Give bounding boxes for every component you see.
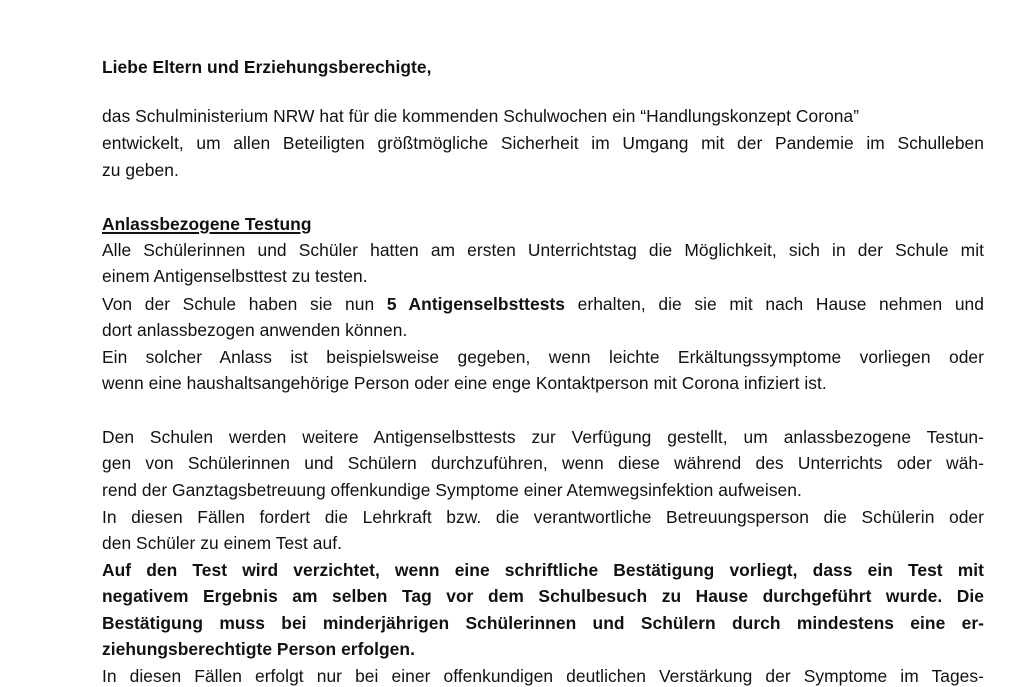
para2-line-5: den Schüler zu einem Test auf. <box>102 533 342 553</box>
para2-line-4: In diesen Fällen fordert die Lehrkraft bzw. die verantwortliche Betreuungsperson die Schülerin oder <box>102 507 984 527</box>
para3-line-3: Bestätigung muss bei minderjährigen Schülerinnen und Schülern durch mindestens eine er- <box>102 613 984 633</box>
para3-line-4: ziehungsberechtigte Person erfolgen. <box>102 639 415 659</box>
para2-line-3: rend der Ganztagsbetreuung offenkundige Symptome einer Atemwegsinfektion aufweisen. <box>102 480 802 500</box>
intro-line-3: zu geben. <box>102 160 179 180</box>
para3-line-2: negativem Ergebnis am selben Tag vor dem Schulbesuch zu Hause durchgeführt wurde. Die <box>102 586 984 606</box>
para2-line-1: Den Schulen werden weitere Antigenselbsttests zur Verfügung gestellt, um anlassbezogene Testun- <box>102 427 984 447</box>
para2-line-2: gen von Schülerinnen und Schülern durchzuführen, wenn diese während des Unterrichts oder wäh- <box>102 453 984 473</box>
section-heading: Anlassbezogene Testung <box>102 214 312 234</box>
intro-line-2: entwickelt, um allen Beteiligten größtmögliche Sicherheit im Umgang mit der Pandemie im Schulleben <box>102 133 984 153</box>
para1-line-6: wenn eine haushaltsangehörige Person oder eine enge Kontaktperson mit Corona infiziert ist. <box>102 373 827 393</box>
para1-line-2: einem Antigenselbsttest zu testen. <box>102 266 368 286</box>
para1-line-3-prefix: Von der Schule haben sie nun <box>102 294 387 314</box>
para1-line-3-suffix: erhalten, die sie mit nach Hause nehmen und <box>565 294 984 314</box>
para1-line-1: Alle Schülerinnen und Schüler hatten am ersten Unterrichtstag die Möglichkeit, sich in der Schule mit <box>102 240 984 260</box>
para3-line-1: Auf den Test wird verzichtet, wenn eine schriftliche Bestätigung vorliegt, dass ein Test mit <box>102 560 984 580</box>
antigen-test-count: 5 Antigenselbsttests <box>386 294 566 314</box>
salutation: Liebe Eltern und Erziehungsberechigte, <box>102 57 432 77</box>
para1-line-3 <box>102 293 984 315</box>
intro-line-1: das Schulministerium NRW hat für die kommenden Schulwochen ein “Handlungskonzept Corona” <box>102 106 860 126</box>
para1-line-5: Ein solcher Anlass ist beispielsweise gegeben, wenn leichte Erkältungssymptome vorliegen oder <box>102 347 984 367</box>
para1-line-4: dort anlassbezogen anwenden können. <box>102 320 408 340</box>
cut-off-line: In diesen Fällen erfolgt nur bei einer offenkundigen deutlichen Verstärkung der Symptome im Tages- <box>102 666 984 686</box>
